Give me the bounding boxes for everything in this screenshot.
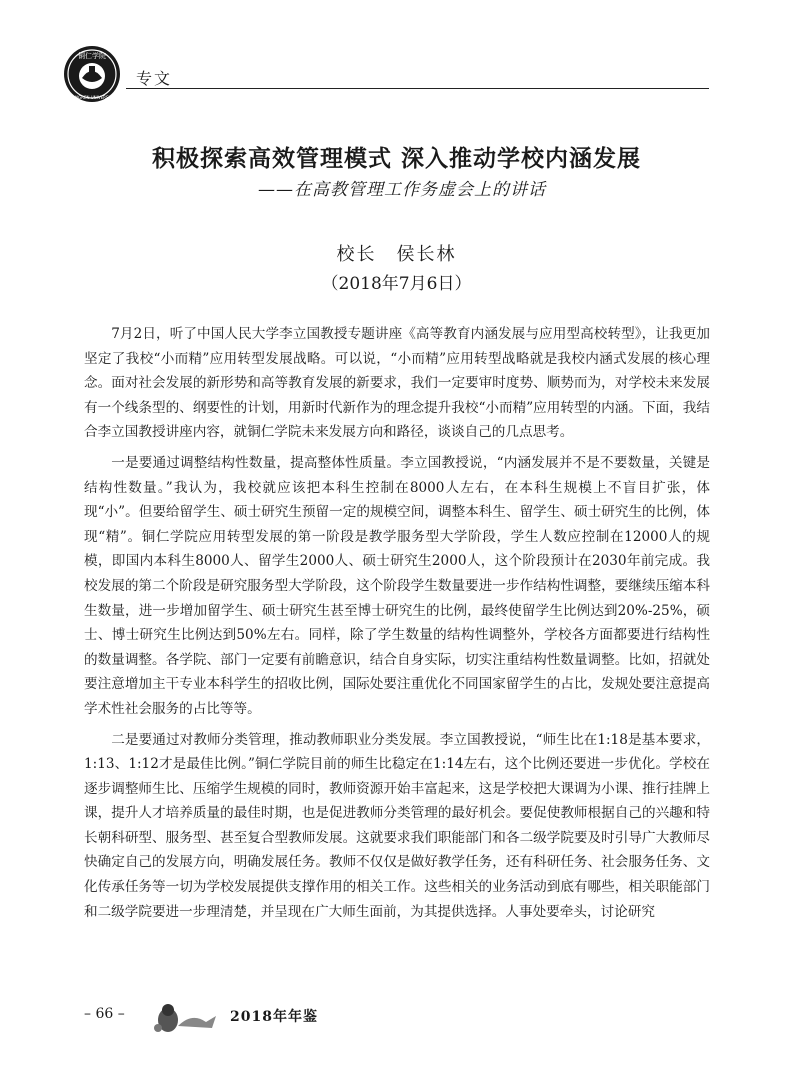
page-footer xyxy=(84,1000,684,1036)
article-subtitle: ——在高教管理工作务虚会上的讲话 xyxy=(258,180,546,200)
paragraph: 二是要通过对教师分类管理，推动教师职业分类发展。李立国教授说，“师生比在1:18是基本要求，1:13、1:12才是最佳比例。”铜仁学院目前的师生比稳定在1:14左右，这个比例还要进一步优化。学校在逐步调整师生比、压缩学生规模的同时，教师资源开始丰富起来，这是学校把大课调为小课、推行挂牌上课，提升人才培养质量的最佳时期，也是促进教师分类管理的最好机会。要促使教师根据自己的兴趣和特长朝科研型、服务型、甚至复合型教师发展。这就要求我们职能部门和各二级学院要及时引导广大教师尽快确定自己的发展方向，明确发展任务。教师不仅仅是做好教学任务，还有科研任务、社会服务任务、文化传承任务等一切为学校发展提供支撑作用的相关工作。这些相关的业务活动到底有哪些，相关职能部门和二级学院要进一步理清楚，并呈现在广大师生面前，为其提供选择。人事处要牵头，讨论研究 xyxy=(84,731,710,920)
article-title: 积极探索高效管理模式 深入推动学校内涵发展 xyxy=(151,146,641,172)
paragraph: 一是要通过调整结构性数量，提高整体性质量。李立国教授说，“内涵发展并不是不要数量，关键是结构性数量。”我认为，我校就应该把本科生控制在8000人左右，在本科生规模上不盲目扩张，体现“小”。但要给留学生、硕士研究生预留一定的规模空间，调整本科生、留学生、硕士研究生的比例，体现“精”。铜仁学院应用转型发展的第一阶段是教学服务型大学阶段，学生人数应控制在12000人的规模，即国内本科生8000人、留学生2000人、硕士研究生2000人，这个阶段预计在2030年前完成。我校发展的第二个阶段是研究服务型大学阶段，这个阶段学生数量要进一步作结构性调整，要继续压缩本科生数量，进一步增加留学生、硕士研究生甚至博士研究生的比例，最终使留学生比例达到20%-25%，硕士、博士研究生比例达到50%左右。同样，除了学生数量的结构性调整外，学校各方面都要进行结构性的数量调整。各学院、部门一定要有前瞻意识，结合自身实际，切实注重结构性数量调整。比如，招就处要注意增加主干专业本科学生的招收比例，国际处要注重优化不同国家留学生的占比，发规处要注意提高学术性社会服务的占比等等。 xyxy=(84,454,710,717)
article-author: 校长 侯长林 xyxy=(336,244,457,265)
svg-text:铜仁学院: 铜仁学院 xyxy=(78,52,106,60)
svg-text:TONGREN UNIVERSITY: TONGREN UNIVERSITY xyxy=(69,95,115,100)
page-number: – 66 – xyxy=(84,1006,125,1022)
mascot-icon xyxy=(146,1000,226,1036)
paragraph: 7月2日，听了中国人民大学李立国教授专题讲座《高等教育内涵发展与应用型高校转型》，让我更加坚定了我校“小而精”应用转型发展战略。可以说，“小而精”应用转型战略就是我校内涵式发展的核心理念。面对社会发展的新形势和高等教育发展的新要求，我们一定要审时度势、顺势而为，对学校未来发展有一个线条型的、纲要性的计划，用新时代新作为的理念提升我校“小而精”应用转型的内涵。下面，我结合李立国教授讲座内容，就铜仁学院未来发展方向和路径，谈谈自己的几点思考。 xyxy=(84,326,710,441)
university-seal-icon xyxy=(62,44,122,104)
yearbook-label: 2018年年鉴 xyxy=(230,1009,318,1025)
header-rule xyxy=(126,88,709,89)
article-body xyxy=(84,322,710,930)
article-date: （2018年7月6日） xyxy=(321,274,472,294)
section-label: 专文 xyxy=(136,69,173,88)
